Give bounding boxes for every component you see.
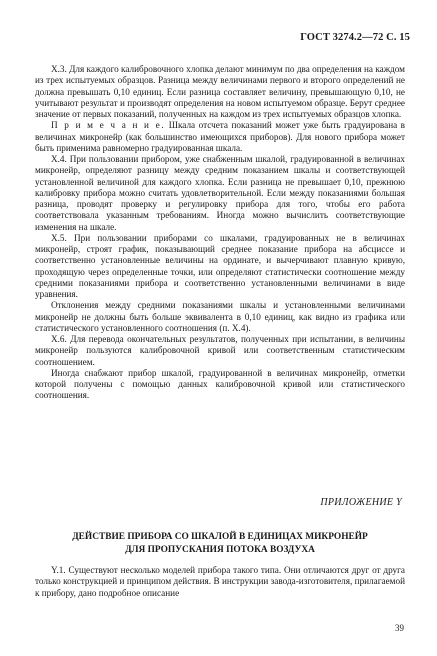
main-text (35, 64, 405, 402)
section-text (35, 565, 405, 599)
paragraph-x4: Х.4. При пользовании прибором, уже снабженным шкалой, градуированной в величинах микронейр, определяют разницу между средним показанием шкалы и соответствующей установленной величиной для каждого хлопка. Если разница не превышает 0,10, прежнюю калибровку прибора можно считать удовлетворительной. Если между показаниями большая разница, проводят проверку и регулировку прибора для того, чтобы его работа соответствовала указанным требованиям. Иногда можно вычислить соответствующие изменения на шкале. (35, 154, 405, 232)
paragraph-x3: Х.3. Для каждого калибровочного хлопка делают минимум по два определения на каждом из трех испытуемых образцов. Разница между величинами первого и второго определений не должна превышать 0,10 единиц. Если разница составляет величину, превышающую 0,10, не учитывают результат и производят определения на новом испытуемом образце. Берут среднее значение от первых показаний, полученных на каждом из трех испытуемых образцов хлопка. (35, 64, 405, 119)
note-label: П р и м е ч а н и е. (51, 120, 166, 131)
paragraph-x5: Х.5. При пользовании приборами со шкалами, градуированных не в величинах микронейр, строят график, показывающий среднее показание прибора на абсциссе и соответственно установленные величины на ординате, и вычерчивают плавную кривую, проходящую через определенные точки, или определяют статистически соотношение между средними показаниями прибора и соответственно установленными величинами в виде уравнения. (35, 232, 405, 299)
section-title-line-2: ДЛЯ ПРОПУСКАНИЯ ПОТОКА ВОЗДУХА (125, 545, 315, 555)
section-title-line-1: ДЕЙСТВИЕ ПРИБОРА СО ШКАЛОЙ В ЕДИНИЦАХ МИКРОНЕЙР (72, 532, 368, 542)
paragraph-scale: Иногда снабжают прибор шкалой, градуированной в величинах микронейр, отметки которой получены с помощью данных калибровочной кривой или статистического соотношения. (35, 367, 405, 401)
paragraph-x6: Х.6. Для перевода окончательных результатов, полученных при испытании, в величины микронейр пользуются калибровочной кривой или соответственным статистическим соотношением. (35, 334, 405, 367)
paragraph-deviations: Отклонения между средними показаниями шкалы и установленными величинами микронейр не должны быть больше эквивалента в 0,10 единиц, как видно из графика или статистического установленного соотношения (п. Х.4). (35, 300, 405, 333)
appendix-label: ПРИЛОЖЕНИЕ Y (320, 497, 402, 508)
paragraph-y1: Y.1. Существуют несколько моделей прибора такого типа. Они отличаются друг от друга только конструкцией и принципом действия. В инструкции завода-изготовителя, прилагаемой к прибору, дано подробное описание (35, 565, 405, 598)
page-header: ГОСТ 3274.2—72 С. 15 (300, 32, 410, 43)
section-title (35, 531, 405, 557)
note-paragraph (35, 120, 405, 154)
page-number: 39 (395, 623, 404, 633)
note-text: Шкала отсчета показаний может уже быть градуирована в величинах микронейр (как большинство имеющихся приборов). Для нового прибора может быть применима равномерно градуированная шкала. (35, 120, 405, 153)
